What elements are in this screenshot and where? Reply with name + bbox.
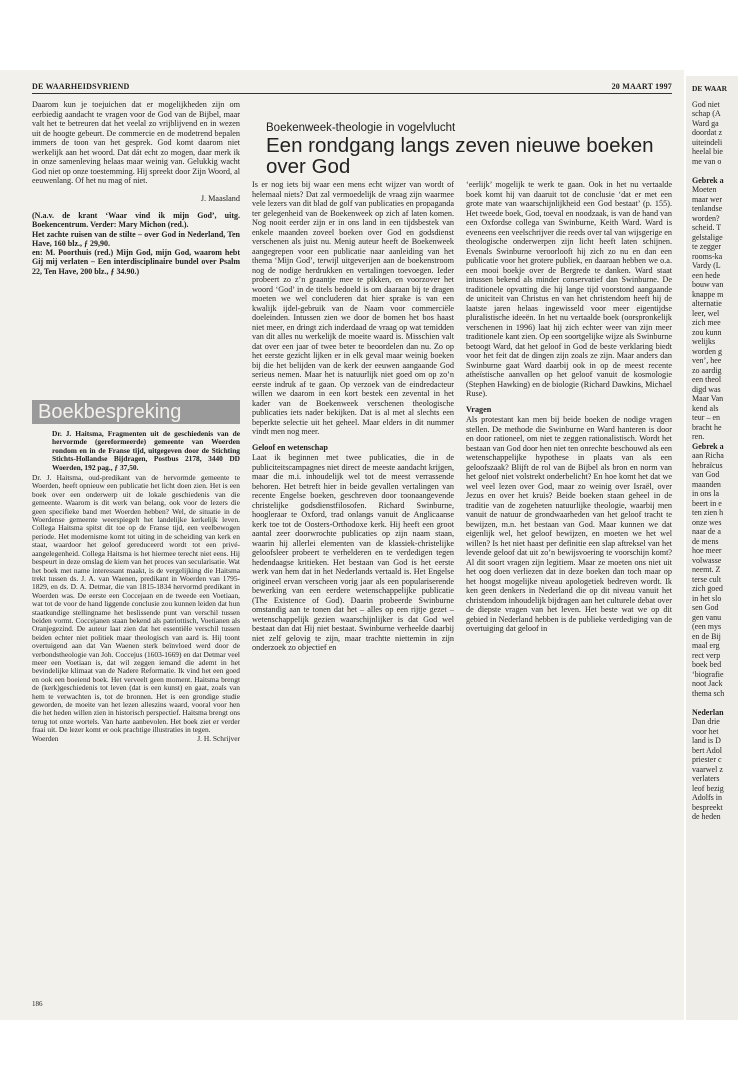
next-page-line: voor het — [692, 726, 719, 736]
next-page-line: tenlandse — [692, 204, 723, 213]
next-page-line: aan Richa — [692, 451, 724, 460]
next-page-line: worden? — [692, 213, 720, 223]
next-page-line: Gebrek a — [692, 441, 724, 451]
next-page-line: Moeten — [692, 185, 717, 194]
next-page-line: welijks — [692, 337, 716, 346]
next-page-line: heelal bie — [692, 147, 723, 156]
next-page-line: teur – en — [692, 413, 720, 422]
next-page-line: zo aardig — [692, 365, 722, 375]
next-page-line: (een mys — [692, 622, 722, 631]
next-page-line: naar de a — [692, 527, 721, 536]
next-page-line: ‘biografie — [692, 669, 724, 679]
header-rule — [32, 93, 672, 94]
next-page-line: te zegger — [692, 242, 722, 251]
review-signature: J. H. Schrijver — [197, 733, 240, 743]
section-body-2: Als protestant kan men bij beide boeken de nodige vragen stellen. De methode die Swinburne en Ward hanteren is door en door rationeel, om niet te zeggen rationalistisch. Wordt het bestaan van God door hen niet ten onrechte beschouwd als een wetenschappelijke hypothese in plaats van als een geloofszaak? Blijft de rol van de Bijbel als bron en norm van het geloof niet volstrekt onderbelicht? En hoe komt het dat we wel veel lezen over God, maar zo weinig over Israël, over Jezus en over het kruis? Beide boeken staan geheel in de traditie van de zogeheten natuurlijke theologie, waarbij men vanuit de natuur de grondwaarheden van het geloof tracht te bewijzen, m.n. het bestaan van God. Maar kunnen we dat eigenlijk wel, het geloof bewijzen, en moeten we het wel willen? Is het niet haast per definitie een slap aftreksel van het levende geloof dat uit zo’n bewijsvoering te voorschijn komt? Al dit soort vragen zijn legitiem. Maar ze moeten ons niet uit het oog doen verliezen dat in deze boeken dan toch maar op het hoogst mogelijke niveau apologetiek bedreven wordt. Ik ken geen denkers in Nederland die op dit niveau vanuit het christendom inhoudelijk bijdragen aan het culturele debat over de diepste vragen van het leven. Het beste wat we op dit gebied in Nederland hebben is de publieke verdediging van de overtuiging dat geloof in — [466, 415, 672, 633]
next-page-line: Vardy (L — [692, 261, 721, 270]
next-page-line: bouw van — [692, 280, 724, 289]
next-page-line: en de Bij — [692, 631, 721, 641]
next-page-line: Gebrek a — [692, 175, 724, 185]
next-page-line: maal erg — [692, 641, 720, 650]
next-page-line — [692, 166, 738, 176]
next-page-line: terse cult — [692, 574, 722, 584]
next-page-line: doordat z — [692, 128, 722, 137]
article-intro: Is er nog iets bij waar een mens echt wijzer van wordt of helemaal niets? Dat zal vermoedelijk de vraag zijn waarmee vele lezers van dit blad de golf van publicaties en propaganda ter gelegenheid van de Boekenweek op zich af laten komen. Nog nooit eerder zijn er in ons land in een tijdsbestek van enkele maanden zoveel boeken over God en godsdienst verschenen als juist nu. Menig auteur heeft de Boekenweek aangegrepen voor een publicatie naar aanleiding van het thema ‘Mijn God’, terwijl uitgeverijen aan de boekenstroom nog de nodige herdrukken en vertalingen toevoegen. Ieder probeert zo z’n graantje mee te pikken, en voorzover het woord ‘God’ in de titels bedoeld is om daaraan bij te dragen moeten we wel concluderen dat hier sprake is van een kwalijk ijdel-gebruik van de Naam voor commerciële doeleinden. Intussen zien we door de bomen het bos haast niet meer, en dringt zich inderdaad de vraag op wat temidden van dit alles nu werkelijk de moeite waard is. Misschien valt dat over een jaar of twee beter te beoordelen dan nu. Zo op het eerste gezicht lijken er in elk geval maar weinig boeken bij die het belijden van de kerk der eeuwen aangaande God serieus nemen. Maar het is natuurlijk niet goed om op zo’n eerste indruk af te gaan. Op verzoek van de eindredacteur willen we daarom in een kort bestek een zevental in het kader van de Boekenweek verschenen theologische publicaties iets nader bekijken. Dat is al met al slechts een beperkte selectie uit het geheel. Maar elders in dit nummer vindt men nog meer. — [252, 180, 454, 436]
review-book-info: Dr. J. Haitsma, Fragmenten uit de geschiedenis van de hervormde (gereformeerde) gemeente van Woerden rondom en in de Franse tijd, uitgegeven door de Stichting Stichts-Hollandse Bijdragen, Postbus 2178, 3440 DD Woerden, 192 pag., ƒ 37,50. — [52, 429, 240, 472]
next-page-line: thema sch — [692, 688, 725, 698]
source-note: en: M. Poorthuis (red.) Mijn God, mijn God, waarom hebt Gij mij verlaten – Een interdisciplinaire bundel over Psalm 22, Ten Have, 200 blz., ƒ 34.90.) — [32, 248, 240, 276]
review-body: Dr. J. Haitsma, oud-predikant van de hervormde gemeente te Woerden, heeft opnieuw een publicatie het licht doen zien. Het is een boek over een onderwerp uit de lokale geschiedenis van die gemeente. Waarom is dit werk van belang, ook voor de lezers die geen specifieke band met Woerden hebben? Wel, de situatie in de Woerdense gemeente weerspiegelt het landelijke kerkelijk leven. Collega Haitsma spitst dit toe op de Franse tijd, een veelbewogen periode. Het modernisme komt tot uiting in de scheiding van kerk en staat, waardoor het geloof gereduceerd wordt tot een privé-aangelegenheid. Collega Haitsma is het hiermee terecht niet eens. Hij bespeurt in deze omslag de kiem van het proces van secularisatie. Wat het boek met name interessant maakt, is de vergelijking die Haitsma trekt tussen ds. J. A. van Waenen, predikant in Woerden van 1795-1829, en ds. D. A. Detmar, die van 1815-1834 hervormd predikant in Woerden was. De eerste een Coccejaan en de tweede een Voetiaan, wat tot de voor de hand liggende conclusie zou kunnen leiden dat hun staatkundige stellingname het beslissende punt van verschil tussen beiden vormt. Coccejanen staan bekend als patriottisch, Voetianen als Oranjegezind. De auteur laat zien dat het essentiële verschil tussen beiden echter niet politiek maar theologisch van aard is. Hij toont overtuigend aan dat Van Waenen sterk beïnvloed werd door de verbondstheologie van Joh. Coccejus (1603-1669) en dat Detmar veel meer een Voetiaan is, dat wil zeggen iemand die ademt in het bevindelijke klimaat van de Nadere Reformatie. Ik vind het een goed en ook een boeiend boek. Het verveelt geen moment. Haitsma brengt de (kerk)geschiedenis tot leven (dat is een kunst) en gaat, zoals van hem te verwachten is, tot de bronnen. Het is een grondige studie geworden, de moeite van het lezen alleszins waard, vooral voor hen die het heden willen zien in historisch perspectief. Haitsma brengt ons terug tot onze wortels. Van harte aanbevolen. Het boek ziet er verder fraai uit. De lezer komt er ook prachtige illustraties in tegen. — [32, 473, 240, 735]
next-page-line: leer, wel — [692, 308, 720, 318]
next-page-text — [692, 84, 738, 822]
next-page-line: rect verp — [692, 650, 721, 660]
next-page-line: God niet — [692, 99, 720, 109]
next-page-lines — [692, 100, 738, 822]
left-column-body: Daarom kun je toejuichen dat er mogelijkheden zijn om eerbiedig aandacht te vragen voor de God van de Bijbel, maar valt het te betreuren dat het veelal zo vrijblijvend en in wezen uit de hoogte gebeurt. De commercie en de modetrend bepalen immers de toon van het gesprek. God komt daarom niet werkelijk aan het woord. Dat dát echt zo mogen, daar merk ik in onze samenleving helaas maar weinig van. Gelukkig wacht God niet op onze toestemming. Hij spreekt door Zijn Woord, al eeuwenlang. Of het nu mag of niet. — [32, 100, 240, 185]
next-page-line: hebraïcus — [692, 460, 723, 470]
next-page-line: priester c — [692, 755, 722, 764]
next-page-line: hoe meer — [692, 546, 722, 555]
next-page-line: van God — [692, 470, 720, 479]
next-page-line: een theol — [692, 375, 722, 384]
next-page-line: maanden — [692, 479, 721, 489]
article-col3-body: ‘eerlijk’ mogelijk te werk te gaan. Ook in het nu vertaalde boek komt hij van daaruit tot de conclusie ‘dat er met een grote mate van waarschijnlijkheid een God bestaat’ (p. 155). Het tweede boek, God, toeval en noodzaak, is van de hand van een Oxfordse collega van Swinburne, Keith Ward. Ward is eveneens een veelschrijver die reeds over tal van wijsgerige en theologische onderwerpen zijn licht heeft laten schijnen. Evenals Swinburne veroorlooft hij zich zo nu en dan een publicatie voor het grotere publiek, en daaraan hebben we o.a. een mooi boekje over de Bergrede te danken. Ward staat intussen bekend als minder conservatief dan Swinburne. De traditionele opvatting die hij lange tijd voorstond aangaande de uniciteit van Christus en van het christendom heeft hij de laatste jaren helaas ingewisseld voor meer eigentijdse pluralistische ideeën. In het nu vertaalde boek (oorspronkelijk verschenen in 1996) laat hij zich echter weer van zijn meer traditionele kant zien. Op een soortgelijke wijze als Swinburne betoogt Ward, dat het geloof in God de beste verklaring biedt voor het feit dat de dingen zijn zoals ze zijn. Maar anders dan Swinburne gaat Ward daarbij ook in op de meest recente atheïstische aanvallen op het geloof vanuit de kosmologie (Stephen Hawking) en de biologie (Richard Dawkins, Michael Ruse). — [466, 180, 672, 398]
page-right-edge — [686, 76, 738, 1020]
next-page-line: de heden — [692, 812, 721, 821]
next-page-line: worden g — [692, 346, 722, 356]
next-page-line: verlaters — [692, 774, 720, 783]
next-page-line: neemt. Z — [692, 565, 721, 574]
next-page-line — [692, 698, 738, 708]
next-page-line: schap (A — [692, 109, 721, 118]
next-page-line: gelstalige — [692, 232, 723, 242]
next-page-line: alternatie — [692, 299, 722, 308]
next-page-line: scheid. T — [692, 223, 722, 232]
source-note: Het zachte ruisen van de stilte – over God in Nederland, Ten Have, 160 blz., ƒ 29,90. — [32, 229, 240, 248]
next-page-line: me van o — [692, 156, 722, 166]
next-page-line: ten zien h — [692, 508, 724, 517]
next-page-line: Maar Van — [692, 394, 724, 403]
next-page-line: land is D — [692, 736, 721, 745]
next-page-line: Nederlan — [692, 707, 724, 717]
next-page-line: sen God — [692, 603, 719, 612]
next-page-line: onze wes — [692, 517, 722, 527]
next-page-line: de mens — [692, 536, 719, 546]
next-page-line: Adolfs in — [692, 793, 722, 802]
source-notes — [32, 211, 240, 276]
next-page-line: leof bezig — [692, 783, 724, 793]
section-heading-1: Geloof en wetenschap — [252, 442, 328, 452]
next-page-line: noot Jack — [692, 679, 723, 688]
publication-name: DE WAARHEIDSVRIEND — [32, 82, 130, 91]
next-page-line: een hede — [692, 270, 721, 280]
next-page-line: rooms-ka — [692, 251, 723, 261]
next-page-line: ven’, hee — [692, 356, 722, 365]
review-section — [32, 430, 240, 743]
next-page-line: kend als — [692, 403, 719, 413]
next-page-line: bracht he — [692, 422, 722, 432]
next-page-line: ren. — [692, 432, 705, 441]
next-page-line: bespreekt — [692, 802, 723, 812]
page-number: 186 — [32, 1000, 43, 1008]
next-page-line: boek bed — [692, 660, 722, 669]
next-page-line: zou kunn — [692, 327, 722, 337]
next-page-line: uiteindeli — [692, 137, 723, 147]
article-title: Een rondgang langs zeven nieuwe boeken over God — [266, 134, 654, 178]
next-page-line: Ward ga — [692, 118, 719, 128]
article-kicker: Boekenweek-theologie in vogelvlucht — [266, 122, 456, 134]
review-signature-row — [32, 735, 240, 743]
next-page-line: knappe m — [692, 289, 724, 299]
next-page-line: Dan drie — [692, 717, 720, 726]
next-page-line: zich mee — [692, 318, 721, 327]
section-heading-2: Vragen — [466, 404, 492, 414]
article-column-2 — [252, 180, 454, 654]
next-page-line: in het slo — [692, 593, 722, 603]
next-page-line: bert Adol — [692, 745, 722, 755]
next-page-line: zich goed — [692, 584, 723, 593]
next-page-line: digd was — [692, 384, 721, 394]
next-page-header: DE WAAR — [692, 84, 728, 93]
left-column — [32, 100, 240, 276]
next-page-line: volwasse — [692, 555, 722, 565]
left-column-signature: J. Maasland — [200, 193, 240, 203]
next-page-line: vaarwel z — [692, 764, 723, 774]
source-note: (N.a.v. de krant ‘Waar vind ik mijn God’, uitg. Boekencentrum. Verder: Mary Michon (red.). — [32, 211, 240, 230]
review-place: Woerden — [32, 733, 59, 743]
review-banner: Boekbespreking — [32, 400, 240, 424]
article-column-3 — [466, 180, 672, 635]
next-page-line: gen vanu — [692, 612, 722, 622]
issue-date: 20 MAART 1997 — [611, 82, 672, 91]
section-body-1: Laat ik beginnen met twee publicaties, die in de publiciteitscampagnes niet direct de meeste aandacht krijgen, maar die m.i. inhoudelijk wel tot de meest verrassende behoren. Het betreft hier in beide gevallen vertalingen van recente Engelse boeken, geschreven door toonaangevende christelijke godsdienstfilosofen. Richard Swinburne, hoogleraar te Oxford, trad onlangs vanuit de Anglicaanse kerk toe tot de Oosters-Orthodoxe kerk. Hij heeft een groot aantal zeer doorwrochte publicaties op zijn naam staan, waarin hij allerlei elementen van de klassiek-christelijke geloofsleer probeert te verhelderen en te verdedigen tegen hedendaagse kritieken. Het bestaan van God is het eerste werk van hem dat in het Nederlands vertaald is. Het Engelse origineel ervan verscheen vorig jaar als een populariserende bewerking van een eerdere wetenschappelijke publicatie (The Existence of God). Daarin probeerde Swinburne omstandig aan te tonen dat het – alles op een rijtje gezet – wetenschappelijk gezien waarschijnlijker is dat God wel bestaat dan dat Hij niet bestaat. Swinburne verheelde daarbij niet zelf gelovig te zijn, maar trachtte niettemin in zijn onderzoek zo objectief en — [252, 453, 454, 652]
next-page-line: in ons la — [692, 489, 720, 498]
next-page-line: maar wer — [692, 194, 722, 204]
next-page-line: beert in e — [692, 498, 722, 508]
